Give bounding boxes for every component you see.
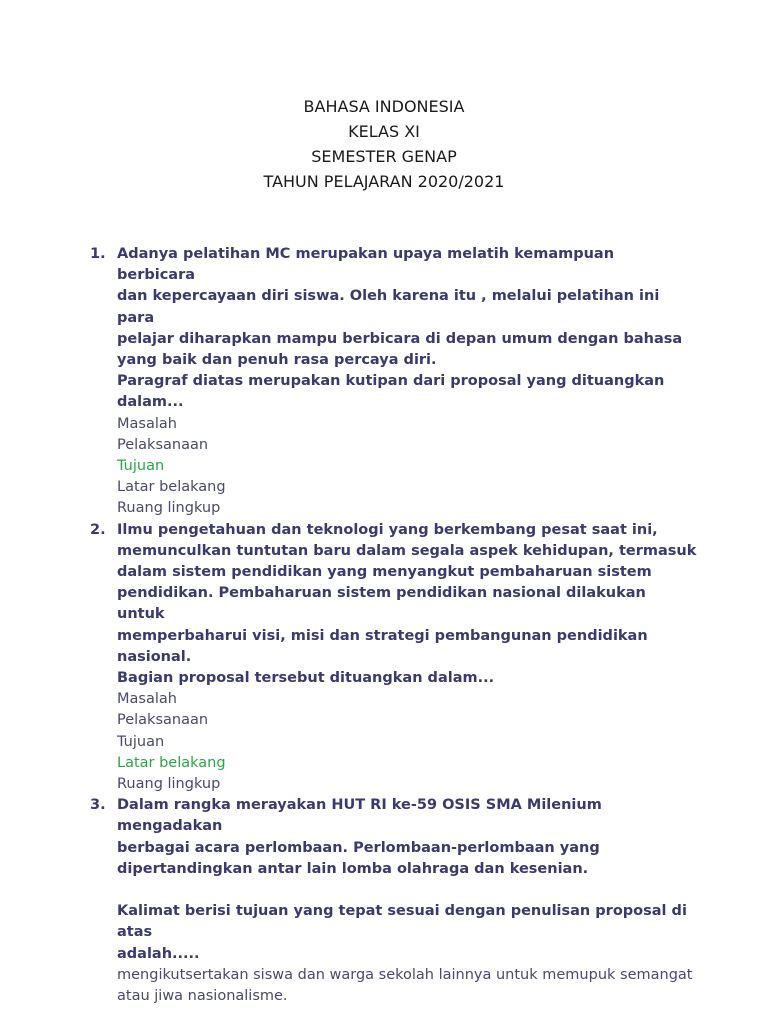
option-pelaksanaan: Pelaksanaan	[117, 712, 209, 729]
subject-title: BAHASA INDONESIA	[303, 97, 465, 116]
question-line: yang baik dan penuh rasa percaya diri.	[117, 352, 437, 369]
question-text	[117, 520, 697, 690]
question-number: 2.	[90, 521, 106, 538]
question-line: memunculkan tuntutan baru dalam segala aspek kehidupan, termasuk	[117, 542, 697, 559]
question-line: Dalam rangka merayakan HUT RI ke-59 OSIS SMA Milenium mengadakan	[117, 797, 602, 835]
question-list	[0, 244, 768, 1007]
question-line: pelajar diharapkan mampu berbicara di depan umum dengan bahasa	[117, 330, 683, 347]
question-text	[117, 244, 697, 414]
semester-label: SEMESTER GENAP	[311, 147, 457, 166]
option-tujuan-correct: Tujuan	[117, 458, 165, 475]
answer-options	[117, 689, 697, 795]
question-line: berbagai acara perlombaan. Perlombaan-perlombaan yang	[117, 839, 600, 856]
blank-line	[117, 880, 697, 901]
question-line: dan kepercayaan diri siswa. Oleh karena itu , melalui pelatihan ini para	[117, 288, 660, 326]
answer-options	[117, 414, 697, 520]
option-tujuan: Tujuan	[117, 733, 165, 750]
answer-line: mengikutsertakan siswa dan warga sekolah lainnya untuk memupuk semangat	[117, 966, 693, 983]
option-latar-belakang: Latar belakang	[117, 479, 226, 496]
option-masalah: Masalah	[117, 691, 177, 708]
academic-year-label: TAHUN PELAJARAN 2020/2021	[263, 172, 505, 191]
option-masalah: Masalah	[117, 415, 177, 432]
question-line: dalam sistem pendidikan yang menyangkut pembaharuan sistem	[117, 564, 652, 581]
question-3	[0, 795, 697, 1007]
class-label: KELAS XI	[348, 122, 420, 141]
question-line: Kalimat berisi tujuan yang tepat sesuai dengan penulisan proposal di atas	[117, 903, 687, 941]
option-latar-belakang-correct: Latar belakang	[117, 754, 226, 771]
question-line: dipertandingkan antar lain lomba olahraga dan kesenian.	[117, 860, 589, 877]
answer-line: atau jiwa nasionalisme.	[117, 988, 288, 1005]
question-line: Ilmu pengetahuan dan teknologi yang berkembang pesat saat ini,	[117, 521, 658, 538]
document-header	[0, 94, 768, 194]
question-line: Bagian proposal tersebut dituangkan dalam...	[117, 670, 495, 687]
question-2	[0, 520, 697, 796]
question-number: 1.	[90, 246, 106, 262]
question-line: dalam...	[117, 394, 184, 411]
question-line: pendidikan. Pembaharuan sistem pendidikan nasional dilakukan untuk	[117, 585, 646, 623]
option-pelaksanaan: Pelaksanaan	[117, 436, 209, 453]
question-line: adalah.....	[117, 945, 200, 962]
answer-text	[117, 965, 697, 1007]
question-line: memperbaharui visi, misi dan strategi pembangunan pendidikan nasional.	[117, 627, 648, 665]
question-line: Paragraf diatas merupakan kutipan dari proposal yang dituangkan	[117, 373, 665, 390]
question-text	[117, 795, 697, 965]
question-line: Adanya pelatihan MC merupakan upaya melatih kemampuan berbicara	[117, 246, 615, 284]
option-ruang-lingkup: Ruang lingkup	[117, 776, 221, 793]
question-number: 3.	[90, 797, 106, 814]
option-ruang-lingkup: Ruang lingkup	[117, 500, 221, 517]
question-1	[0, 244, 697, 520]
